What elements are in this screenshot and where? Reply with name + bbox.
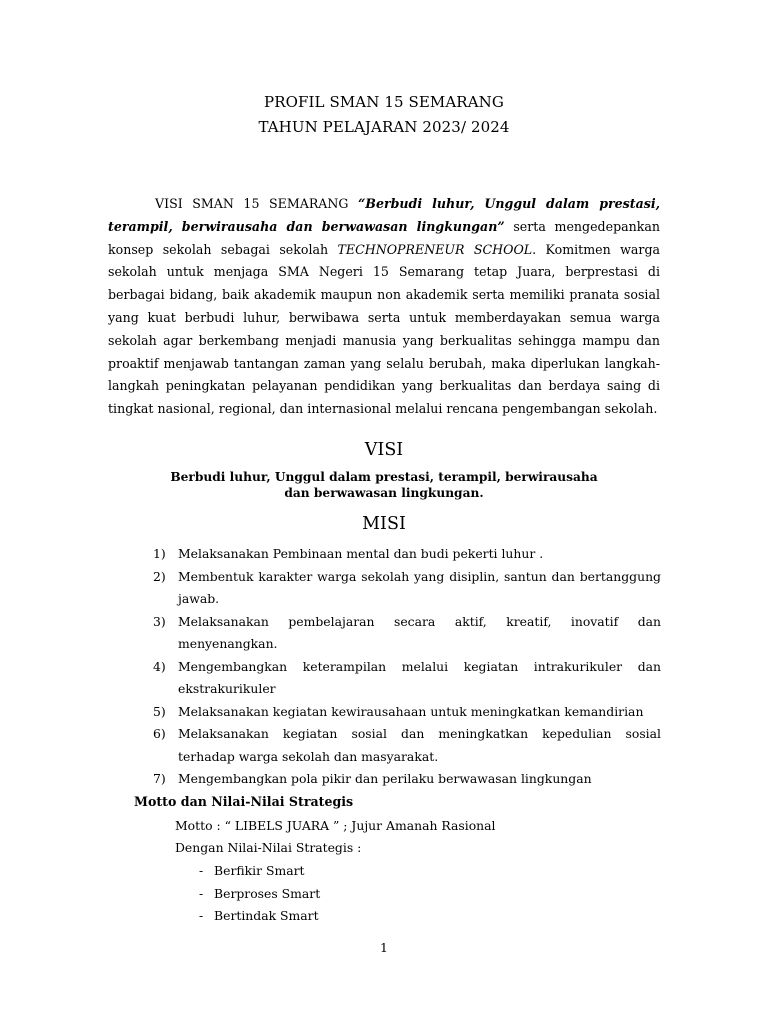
visi-statement-line-2: dan berwawasan lingkungan. [284,485,484,500]
misi-item [153,723,661,768]
misi-list [153,543,661,791]
intro-visi-quote: “Berbudi luhur, Unggul dalam prestasi, terampil, berwirausaha dan berwawasan lingkungan” [108,196,660,234]
intro-rest: . Komitmen warga sekolah untuk menjaga SMA Negeri 15 Semarang tetap Juara, berprestasi di berbagai bidang, baik akademik maupun non akademik serta memiliki pranata sosial yang kuat berbudi luhur, berwibawa serta untuk memberdayakan semua warga sekolah agar berkembang menjadi manusia yang berkualitas sehingga mampu dan proaktif menjawab tantangan zaman yang selalu berubah, maka diperlukan langkah-langkah peningkatan pelayanan pendidikan yang berkualitas dan berdaya saing di tingkat nasional, regional, dan internasional melalui rencana pengembangan sekolah. [108,241,661,417]
intro-paragraph [108,193,660,421]
misi-item-number: 2) [153,568,166,584]
visi-statement-line-1: Berbudi luhur, Unggul dalam prestasi, terampil, berwirausaha [170,470,598,484]
strategis-item-text: Berfikir Smart [214,863,305,878]
misi-item-text: Melaksanakan kegiatan kewirausahaan untuk meningkatkan kemandirian [178,703,644,719]
strategis-item [199,883,320,906]
misi-item-text: Mengembangkan keterampilan melalui kegiatan intrakurikuler dan ekstrakurikuler [178,658,661,696]
strategis-item-text: Bertindak Smart [214,908,319,923]
strategis-item [199,860,320,883]
misi-item [153,566,661,611]
misi-item-text: Membentuk karakter warga sekolah yang disiplin, santun dan bertanggung jawab. [178,568,661,606]
document-subtitle: TAHUN PELAJARAN 2023/ 2024 [258,118,510,136]
page-number: 1 [380,940,388,955]
misi-item [153,611,661,656]
intro-lead: VISI SMAN 15 SEMARANG [155,196,359,211]
misi-item-text: Melaksanakan kegiatan sosial dan meningkatkan kepedulian sosial terhadap warga sekolah dan masyarakat. [178,726,661,764]
intro-middle: serta mengedepankan konsep sekolah sebagai sekolah [108,218,661,257]
dash-bullet: - [199,908,204,923]
motto-line: Motto : “ LIBELS JUARA ” ; Jujur Amanah Rasional [175,818,496,833]
misi-item-number: 7) [153,771,166,786]
misi-item-text: Melaksanakan Pembinaan mental dan budi pekerti luhur . [178,546,544,561]
strategis-list [199,860,320,928]
document-title: PROFIL SMAN 15 SEMARANG [264,93,504,111]
misi-item [153,656,661,701]
visi-heading: VISI [364,440,404,460]
dash-bullet: - [199,863,204,878]
misi-item-number: 3) [153,613,166,629]
misi-item-number: 1) [153,546,166,561]
strategis-line: Dengan Nilai-Nilai Strategis : [175,840,362,855]
intro-school-concept: TECHNOPRENEUR SCHOOL [337,241,533,257]
misi-item [153,543,661,566]
misi-item-number: 6) [153,726,166,741]
misi-item-text: Melaksanakan pembelajaran secara aktif, kreatif, inovatif dan menyenangkan. [178,613,661,651]
visi-statement [0,470,768,501]
strategis-item-text: Berproses Smart [214,885,321,901]
motto-heading: Motto dan Nilai-Nilai Strategis [134,794,354,809]
dash-bullet: - [199,885,204,901]
misi-item-number: 4) [153,658,166,674]
misi-item-number: 5) [153,703,166,719]
misi-heading: MISI [362,514,406,534]
misi-item [153,768,661,791]
misi-item-text: Mengembangkan pola pikir dan perilaku berwawasan lingkungan [178,771,592,786]
strategis-item [199,905,320,928]
misi-item [153,701,661,724]
